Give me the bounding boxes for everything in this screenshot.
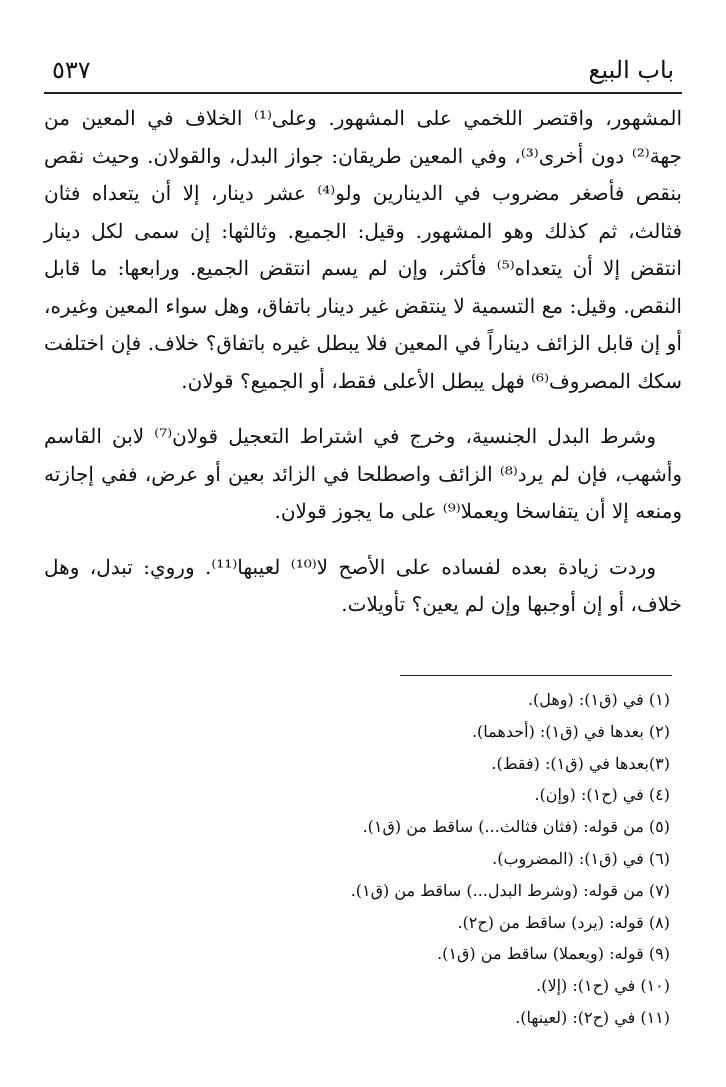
page-header (44, 52, 682, 94)
footnote: (٥) من قوله: (فثان فثالث...) ساقط من (ق١). (362, 817, 670, 837)
page-number: ٥٣٧ (52, 56, 91, 84)
footnote: (٨) قوله: (يرد) ساقط من (ح٢). (457, 912, 670, 932)
footnote: (٦) في (ق١): (المضروب). (492, 848, 670, 868)
footnote: (١٠) في (ح١): (إلا). (536, 976, 670, 996)
footnote: (٧) من قوله: (وشرط البدل...) ساقط من (ق١). (350, 880, 670, 900)
footnotes (300, 684, 670, 1034)
footnote: (٣)بعدها في (ق١): (فقط). (491, 753, 670, 773)
footnote: (٤) في (ح١): (وإن). (534, 785, 670, 805)
main-text (44, 100, 682, 642)
footnote: (١) في (ق١): (وهل). (527, 690, 670, 709)
paragraph: وردت زيادة بعده لفساده على الأصح لا⁽¹⁰⁾ لعيبها⁽¹¹⁾. وروي: تبدل، وهل خلاف، أو إن أوجبها وإن لم يعين؟ تأويلات. (44, 554, 682, 616)
footnote: (١١) في (ح٢): (لعينها). (515, 1007, 670, 1027)
paragraph: وشرط البدل الجنسية، وخرج في اشتراط التعجيل قولان⁽⁷⁾ لابن القاسم وأشهب، فإن لم يرد⁽⁸⁾ الزائف واصطلحا في الزائد بعين أو عرض، ففي إجازته ومنعه إلا أن يتفاسخا ويعملا⁽⁹⁾ على ما يجوز قولان. (44, 424, 682, 523)
footnote: (٩) قوله: (ويعملا) ساقط من (ق١). (437, 944, 670, 964)
paragraph: المشهور، واقتصر اللخمي على المشهور. وعلى⁽¹⁾ الخلاف في المعين من جهة⁽²⁾ دون أخرى⁽³⁾، وفي المعين طريقان: جواز البدل، والقولان. وحيث نقص بنقص فأصغر مضروب في الدينارين ولو⁽⁴⁾ عشر دينار، إلا أن يتعداه فثان فثالث، ثم كذلك وهو المشهور. وقيل: الجميع. وثالثها: إن سمى لكل دينار انتقض إلا أن يتعداه⁽⁵⁾ فأكثر، وإن لم يسم انتقض الجميع. ورابعها: ما قابل النقص. وقيل: مع التسمية لا ينتقض غير دينار باتفاق، وهل سواء المعين وغيره، أو إن قابل الزائف ديناراً في المعين فلا يبطل غيره باتفاق؟ خلاف. فإن اختلفت سكك المصروف⁽⁶⁾ فهل يبطل الأعلى فقط، أو الجميع؟ قولان. (44, 106, 682, 393)
footnote: (٢) بعدها في (ق١): (أحدهما). (471, 721, 670, 741)
chapter-title: باب البيع (588, 56, 674, 84)
footnote-separator (400, 675, 672, 676)
